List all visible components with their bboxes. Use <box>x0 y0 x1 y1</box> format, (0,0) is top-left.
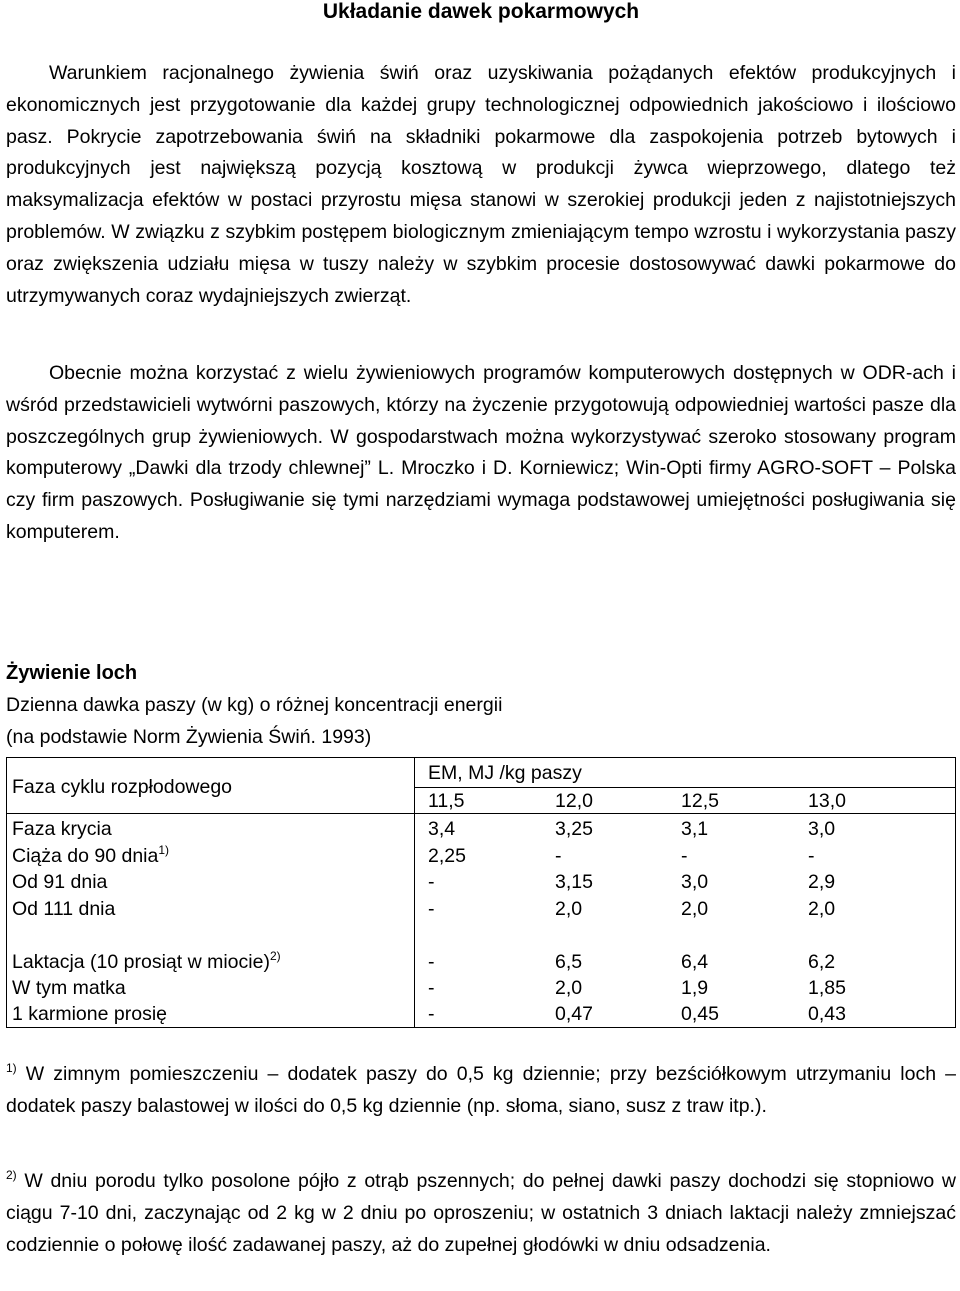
table-caption-line-2: (na podstawie Norm Żywienia Świń. 1993) <box>6 726 372 748</box>
table-divider-vertical <box>414 758 415 1027</box>
document-title: Układanie dawek pokarmowych <box>322 0 640 23</box>
row-label-text: Laktacja (10 prosiąt w miocie) <box>12 951 270 973</box>
energy-level-header: 13,0 <box>808 790 846 812</box>
table-caption-line-1: Dzienna dawka paszy (w kg) o różnej koncentracji energii <box>6 694 503 716</box>
table-cell: 1,85 <box>808 977 846 999</box>
table-cell: 3,25 <box>555 818 593 840</box>
table-cell: 0,47 <box>555 1003 593 1025</box>
table-cell: 2,25 <box>428 845 466 867</box>
table-cell: 1,9 <box>681 977 709 999</box>
energy-level-header: 12,5 <box>681 790 719 812</box>
footnote-mark: 1) <box>6 1061 17 1075</box>
feed-ration-table <box>6 757 956 1028</box>
row-label: Od 91 dnia <box>12 871 108 893</box>
footnote-text: W dniu porodu tylko posolone pójło z otrąb pszennych; do pełnej dawki paszy dochodzi się stopniowo w ciągu 7-10 dni, zaczynając od 2 kg w 2 dniu po oproszeniu; w ostatnich 3 dniach laktacji należy zmniejszać codziennie o połowę ilość zadawanej paszy, aż do zupełnej głodówki w dniu odsadzenia. <box>6 1170 956 1256</box>
footnote-text: W zimnym pomieszczeniu – dodatek paszy do 0,5 kg dziennie; przy bezściółkowym utrzymaniu loch – dodatek paszy balastowej w ilości do 0,5 kg dziennie (np. słoma, siano, susz z traw itp.). <box>6 1063 956 1117</box>
row-label: W tym matka <box>12 977 126 999</box>
table-cell: 2,0 <box>808 898 836 920</box>
row-label <box>12 949 281 975</box>
table-cell: - <box>808 845 815 867</box>
footnote-ref: 1) <box>158 843 170 857</box>
table-cell: - <box>428 871 435 893</box>
table-cell: - <box>555 845 562 867</box>
intro-paragraph-1: Warunkiem racjonalnego żywienia świń oraz uzyskiwania pożądanych efektów produkcyjnych i ekonomicznych jest przygotowanie dla każdej grupy technologicznej odpowiednich jakościowo i ilościowo pasz. Pokrycie zapotrzebowania świń na składniki pokarmowe dla zaspokojenia potrzeb bytowych i produkcyjnych jest największą pozycją kosztową w produkcji żywca wieprzowego, dlatego też maksymalizacja efektów w postaci przyrostu mięsa stanowi w szerokiej produkcji jeden z najistotniejszych problemów. W związku z szybkim postępem biologicznym zmieniającym tempo wzrostu i wykorzystania paszy oraz zwiększenia udziału mięsa w tuszy należy w szybkim procesie dostosowywać dawki pokarmowe do utrzymywanych coraz wydajniejszych zwierząt. <box>6 62 956 307</box>
phase-column-header: Faza cyklu rozpłodowego <box>12 776 233 798</box>
table-cell: 3,0 <box>681 871 709 893</box>
table-cell: 3,4 <box>428 818 456 840</box>
table-cell: - <box>681 845 688 867</box>
table-cell: 2,0 <box>555 898 583 920</box>
intro-paragraph-2: Obecnie można korzystać z wielu żywieniowych programów komputerowych dostępnych w ODR-ach i wśród przedstawicieli wytwórni paszowych, którzy na życzenie przygotowują odpowiedniej wartości pasze dla poszczególnych grup żywieniowych. W gospodarstwach można wykorzystywać szeroko stosowany program komputerowy „Dawki dla trzody chlewnej” L. Mroczko i D. Korniewicz; Win-Opti firmy AGRO-SOFT – Polska czy firm paszowych. Posługiwanie się tymi narzędziami wymaga podstawowej umiejętności posługiwania się komputerem. <box>6 362 956 543</box>
energy-level-header: 12,0 <box>555 790 593 812</box>
table-cell: 3,0 <box>808 818 836 840</box>
energy-level-header: 11,5 <box>428 790 465 812</box>
table-cell: 0,45 <box>681 1003 719 1025</box>
footnote-2 <box>6 1165 956 1261</box>
row-label: 1 karmione prosię <box>12 1003 167 1025</box>
table-cell: - <box>428 1003 435 1025</box>
table-cell: 6,2 <box>808 951 836 973</box>
table-cell: 6,4 <box>681 951 709 973</box>
table-cell: 6,5 <box>555 951 583 973</box>
energy-column-header: EM, MJ /kg paszy <box>428 762 582 784</box>
table-cell: 2,0 <box>681 898 709 920</box>
footnote-1 <box>6 1058 956 1122</box>
row-label: Od 111 dnia <box>12 898 116 920</box>
table-cell: - <box>428 951 435 973</box>
footnote-mark: 2) <box>6 1168 17 1182</box>
row-label: Faza krycia <box>12 818 112 840</box>
table-cell: - <box>428 977 435 999</box>
footnote-ref: 2) <box>269 949 281 963</box>
row-label-text: Ciąża do 90 dnia <box>12 845 159 867</box>
row-label <box>12 843 169 869</box>
table-cell: 0,43 <box>808 1003 846 1025</box>
table-cell: - <box>428 898 435 920</box>
table-cell: 2,9 <box>808 871 836 893</box>
table-cell: 3,1 <box>681 818 709 840</box>
table-cell: 2,0 <box>555 977 583 999</box>
table-cell: 3,15 <box>555 871 593 893</box>
section-heading: Żywienie loch <box>6 662 138 684</box>
